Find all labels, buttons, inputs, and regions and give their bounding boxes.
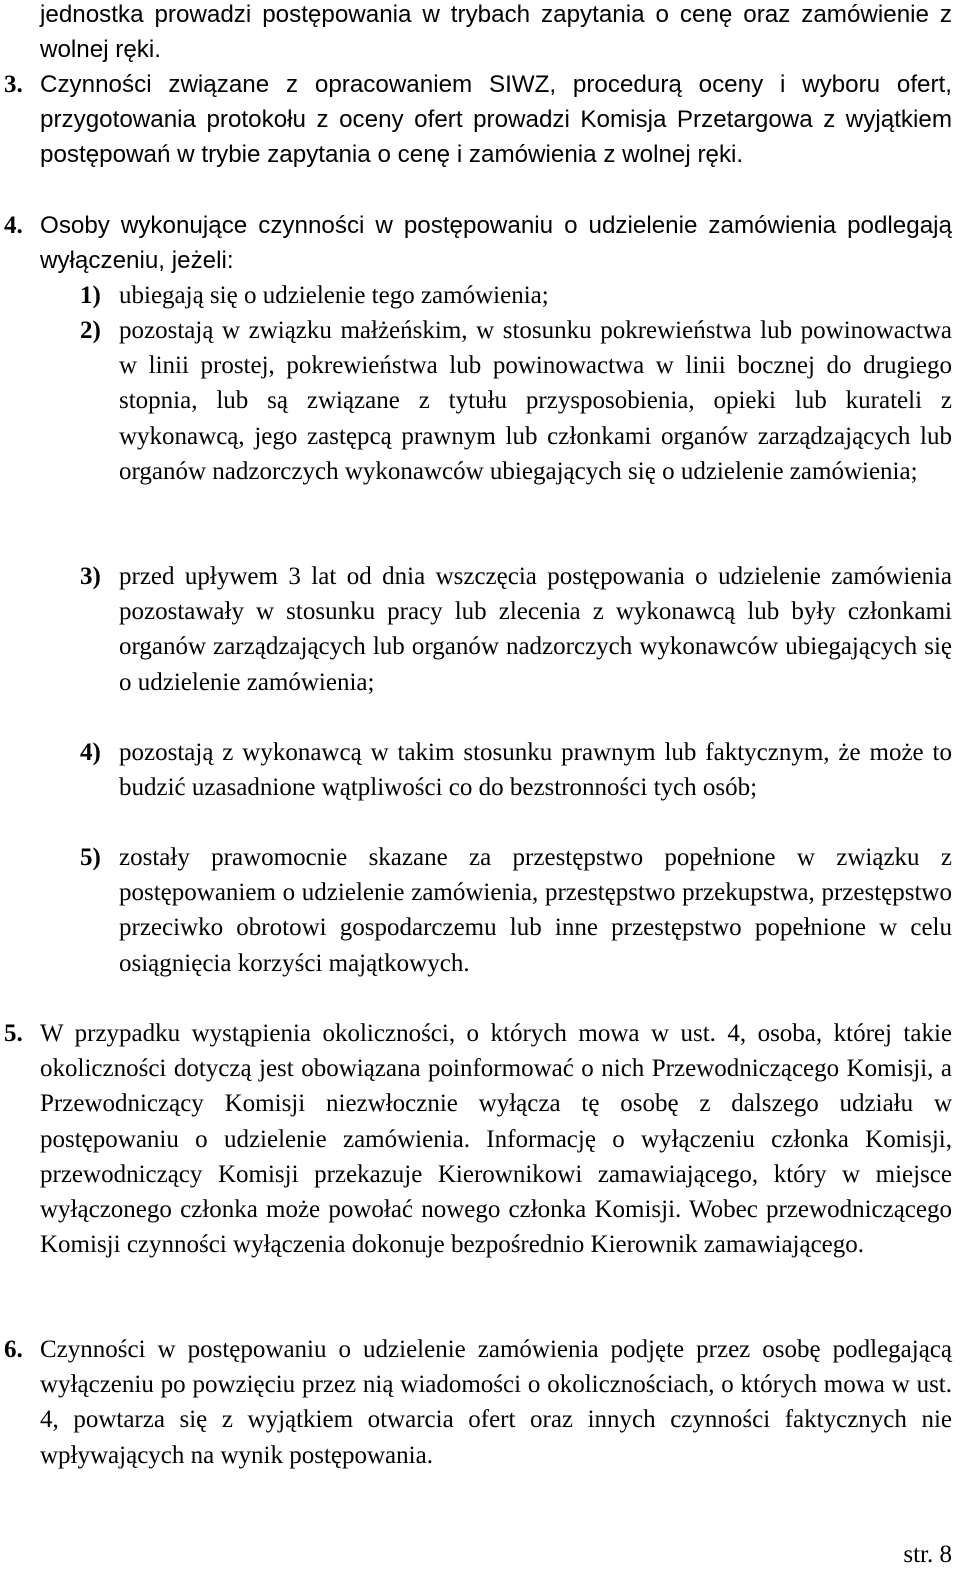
subitem-text-4: pozostają z wykonawcą w takim stosunku prawnym lub faktycznym, że może to budzić uzasadnione wątpliwości co do bezstronności tych osób; bbox=[119, 739, 952, 802]
subitem-number-5: 5) bbox=[80, 844, 101, 871]
continuation-paragraph: jednostka prowadzi postępowania w trybach zapytania o cenę oraz zamówienie z wolnej ręki. bbox=[40, 1, 952, 64]
subitem-text-5: zostały prawomocnie skazane za przestępstwo popełnione w związku z postępowaniem o udzielenie zamówienia, przestępstwo przekupstwa, przestępstwo przeciwko obrotowi gospodarczemu lub inne przestępstwo popełnione w celu osiągnięcia korzyści majątkowych. bbox=[119, 844, 952, 977]
item-number-4: 4. bbox=[4, 212, 23, 239]
item-text-4: Osoby wykonujące czynności w postępowaniu o udzielenie zamówienia podlegają wyłączeniu, jeżeli: bbox=[40, 212, 952, 275]
subitem-number-2: 2) bbox=[80, 317, 101, 344]
subitem-text-3: przed upływem 3 lat od dnia wszczęcia postępowania o udzielenie zamówienia pozostawały w stosunku pracy lub zlecenia z wykonawcą lub były członkami organów zarządzających lub organów nadzorczych wykonawców ubiegających się o udzielenie zamówienia; bbox=[119, 563, 952, 696]
item-number-5: 5. bbox=[4, 1020, 23, 1047]
page-number: str. 8 bbox=[903, 1541, 952, 1568]
subitem-text-2: pozostają w związku małżeńskim, w stosunku pokrewieństwa lub powinowactwa w linii prostej, pokrewieństwa lub powinowactwa w linii bocznej do drugiego stopnia, lub są związane z tytułu przysposobienia, opieki lub kurateli z wykonawcą, jego zastępcą prawnym lub członkami organów zarządzających lub organów nadzorczych wykonawców ubiegających się o udzielenie zamówienia; bbox=[119, 317, 952, 485]
item-number-3: 3. bbox=[4, 71, 23, 98]
item-text-5: W przypadku wystąpienia okoliczności, o których mowa w ust. 4, osoba, której takie okoliczności dotyczą jest obowiązana poinformować o nich Przewodniczącego Komisji, a Przewodniczący Komisji niezwłocznie wyłącza tę osobę z dalszego udziału w postępowaniu o udzielenie zamówienia. Informację o wyłączeniu członka Komisji, przewodniczący Komisji przekazuje Kierownikowi zamawiającego, który w miejsce wyłączonego członka może powołać nowego członka Komisji. Wobec przewodniczącego Komisji czynności wyłączenia dokonuje bezpośrednio Kierownik zamawiającego. bbox=[40, 1020, 952, 1259]
subitem-number-3: 3) bbox=[80, 563, 101, 590]
item-number-6: 6. bbox=[4, 1336, 23, 1363]
subitem-text-1: ubiegają się o udzielenie tego zamówienia; bbox=[119, 282, 549, 309]
item-text-3: Czynności związane z opracowaniem SIWZ, procedurą oceny i wyboru ofert, przygotowania protokołu z oceny ofert prowadzi Komisja Przetargowa z wyjątkiem postępowań w trybie zapytania o cenę i zamówienia z wolnej ręki. bbox=[40, 71, 952, 169]
item-text-6: Czynności w postępowaniu o udzielenie zamówienia podjęte przez osobę podlegającą wyłączeniu po powzięciu przez nią wiadomości o okolicznościach, o których mowa w ust. 4, powtarza się z wyjątkiem otwarcia ofert oraz innych czynności faktycznych nie wpływających na wynik postępowania. bbox=[40, 1336, 952, 1469]
subitem-number-1: 1) bbox=[80, 282, 101, 309]
subitem-number-4: 4) bbox=[80, 739, 101, 766]
